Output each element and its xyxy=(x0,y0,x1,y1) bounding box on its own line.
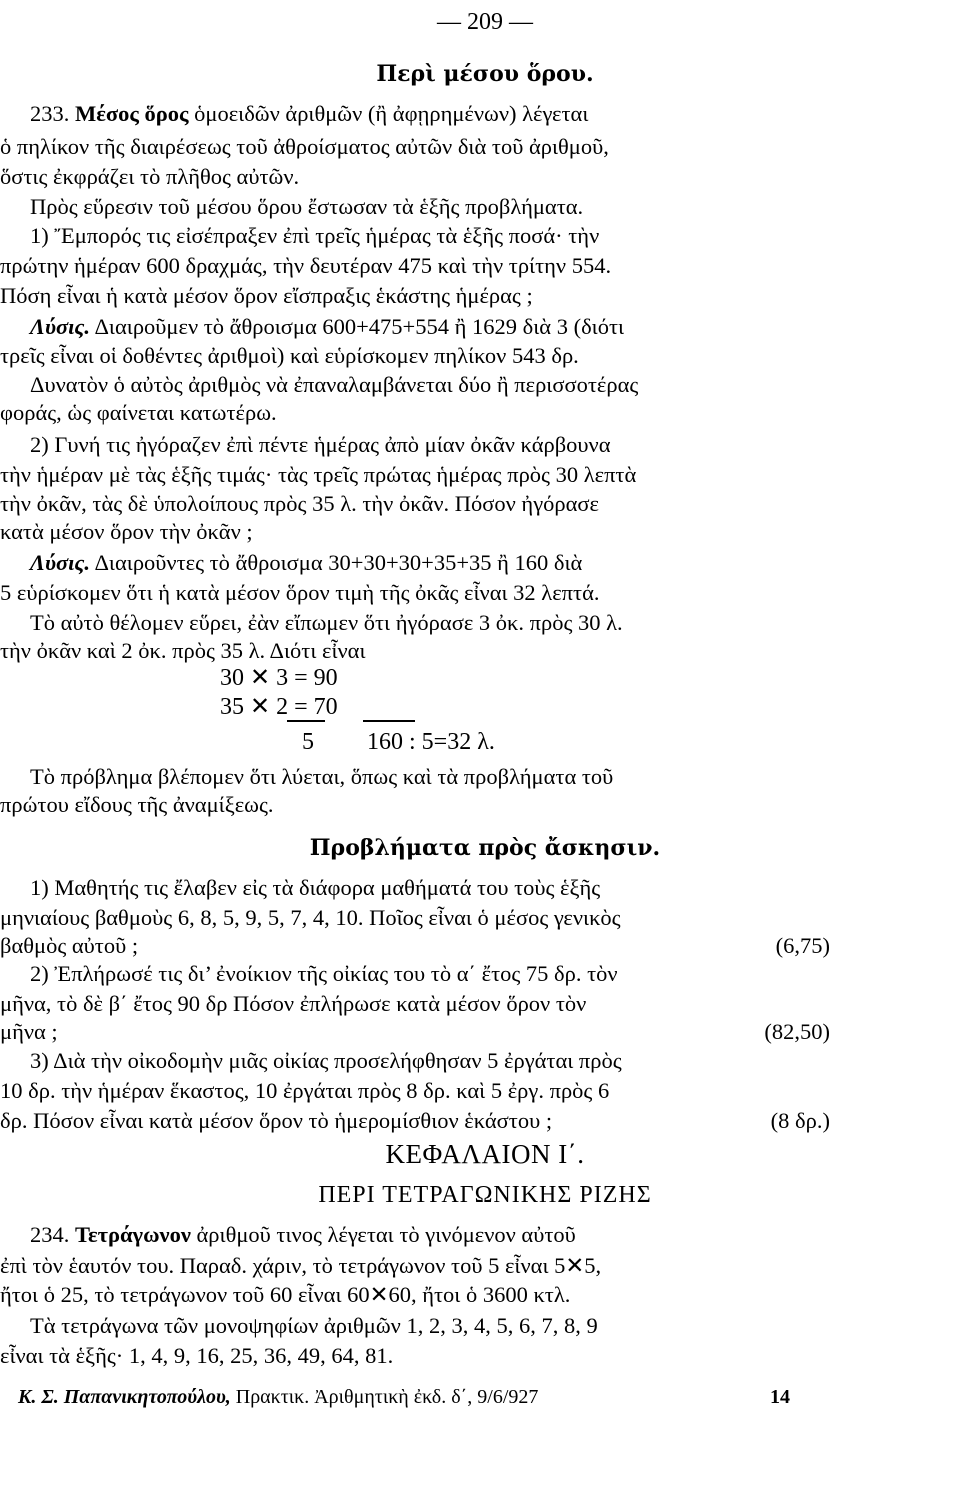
section-title-exercises: Προβλήματα πρὸς ἄσκησιν. xyxy=(309,835,661,861)
problem-1-line-5: τρεῖς εἶναι οἱ δοθέντες ἀριθμοὶ) καὶ εὑρίσκομεν πηλίκον 543 δρ. xyxy=(0,343,579,368)
footer-author: Κ. Σ. Παπανικητοπούλου, xyxy=(18,1386,231,1408)
calculation-line-3-right: 160 : 5=32 λ. xyxy=(367,729,495,755)
footer-signature-number: 14 xyxy=(770,1386,790,1408)
paragraph-233-line-3: ὅστις ἐκφράζει τὸ πλῆθος αὐτῶν. xyxy=(0,164,300,189)
exercise-3-answer: (8 δρ.) xyxy=(770,1108,830,1133)
problem-2-line-7: Τὸ αὐτὸ θέλομεν εὕρει, ἐὰν εἴπωμεν ὅτι ἠγόρασε 3 ὀκ. πρὸς 30 λ. xyxy=(30,610,623,635)
paragraph-234-line-2: ἐπὶ τὸν ἑαυτόν του. Παραδ. χάριν, τὸ τετράγωνον τοῦ 5 εἶναι 5✕5, xyxy=(0,1253,602,1278)
problem-1-solution-line: Λύσις. Διαιροῦμεν τὸ ἄθροισμα 600+475+554 ἢ 1629 διὰ 3 (διότι xyxy=(30,314,625,339)
exercise-1-answer: (6,75) xyxy=(775,933,830,958)
sum-rule-right xyxy=(363,720,415,722)
problem-2-line-2: τὴν ἡμέραν μὲ τὰς ἑξῆς τιμάς· τὰς τρεῖς πρώτας ἡμέρας πρὸς 30 λεπτὰ xyxy=(0,462,637,487)
calculation-line-3-left: 5 xyxy=(302,729,314,755)
exercise-3-line-2: 10 δρ. τὴν ἡμέραν ἕκαστος, 10 ἐργάται πρὸς 8 δρ. καὶ 5 ἐργ. πρὸς 6 xyxy=(0,1078,610,1103)
paragraph-number: 234. xyxy=(30,1222,70,1247)
calculation-line-1: 30 ✕ 3 = 90 xyxy=(220,665,338,691)
problem-2-line-10: πρώτου εἴδους τῆς ἀναμίξεως. xyxy=(0,792,274,817)
defined-term: Μέσος ὅρος xyxy=(75,101,189,126)
section-title-mean: Περὶ μέσου ὅρου. xyxy=(376,61,594,87)
paragraph-number: 233. xyxy=(30,101,70,126)
problem-2-line-6: 5 εὑρίσκομεν ὅτι ἡ κατὰ μέσον ὅρον τιμὴ τῆς ὀκᾶς εἶναι 32 λεπτά. xyxy=(0,580,600,605)
exercise-2-answer: (82,50) xyxy=(764,1019,830,1044)
exercise-1-line-2: μηνιαίους βαθμοὺς 6, 8, 5, 9, 5, 7, 4, 10. Ποῖος εἶναι ὁ μέσος γενικὸς xyxy=(0,905,621,930)
paragraph-234-line-4: Τὰ τετράγωνα τῶν μονοψηφίων ἀριθμῶν 1, 2, 3, 4, 5, 6, 7, 8, 9 xyxy=(30,1313,598,1338)
exercise-3-line-1: 3) Διὰ τὴν οἰκοδομὴν μιᾶς οἰκίας προσελήφθησαν 5 ἐργάται πρὸς xyxy=(30,1048,622,1073)
exercise-2-line-3: μῆνα ; xyxy=(0,1019,58,1044)
footer-book: Πρακτικ. Ἀριθμητικὴ ἐκδ. δ΄, 9/6/927 xyxy=(235,1386,539,1408)
exercise-1-line-1: 1) Μαθητής τις ἔλαβεν εἰς τὰ διάφορα μαθήματά του τοὺς ἑξῆς xyxy=(30,875,601,900)
problem-2-line-1: 2) Γυνή τις ἠγόραζεν ἐπὶ πέντε ἡμέρας ἀπὸ μίαν ὀκᾶν κάρβουνα xyxy=(30,432,611,457)
problem-2-line-8: τὴν ὀκᾶν καὶ 2 ὀκ. πρὸς 35 λ. Διότι εἶναι xyxy=(0,638,366,663)
page-number: — 209 — xyxy=(437,9,533,35)
solution-label: Λύσις. xyxy=(30,550,91,575)
paragraph-233-line-4: Πρὸς εὕρεσιν τοῦ μέσου ὅρου ἔστωσαν τὰ ἑξῆς προβλήματα. xyxy=(30,194,584,219)
problem-1-line-3: Πόση εἶναι ἡ κατὰ μέσον ὅρον εἴσπραξις ἑκάστης ἡμέρας ; xyxy=(0,283,533,308)
paragraph-233-line-2: ὁ πηλίκον τῆς διαιρέσεως τοῦ ἀθροίσματος αὐτῶν διὰ τοῦ ἀριθμοῦ, xyxy=(0,134,609,159)
problem-2-line-4: κατὰ μέσον ὅρον τὴν ὀκᾶν ; xyxy=(0,519,253,544)
paragraph-233-line-1: 233. Μέσος ὅρος ὁμοειδῶν ἀριθμῶν (ἢ ἀφῃρημένων) λέγεται xyxy=(30,101,589,126)
defined-term: Τετράγωνον xyxy=(75,1222,191,1247)
problem-1-line-7: φοράς, ὡς φαίνεται κατωτέρω. xyxy=(0,400,277,425)
problem-1-line-1: 1) Ἔμπορός τις εἰσέπραξεν ἐπὶ τρεῖς ἡμέρας τὰ ἑξῆς ποσά· τὴν xyxy=(30,223,600,248)
paragraph-234-line-1: 234. Τετράγωνον ἀριθμοῦ τινος λέγεται τὸ γινόμενον αὐτοῦ xyxy=(30,1222,576,1247)
problem-2-line-3: τὴν ὀκᾶν, τὰς δὲ ὑπολοίπους πρὸς 35 λ. τὴν ὀκᾶν. Πόσον ἠγόρασε xyxy=(0,491,599,516)
exercise-2-line-2: μῆνα, τὸ δὲ β΄ ἔτος 90 δρ Πόσον ἐπλήρωσε κατὰ μέσον ὅρον τὸν xyxy=(0,991,587,1016)
paragraph-234-line-3: ἤτοι ὁ 25, τὸ τετράγωνον τοῦ 60 εἶναι 60✕60, ἤτοι ὁ 3600 κτλ. xyxy=(0,1282,571,1307)
chapter-title: ΚΕΦΑΛΑΙΟΝ Ι΄. xyxy=(385,1139,585,1169)
exercise-2-line-1: 2) Ἐπλήρωσέ τις δι’ ἐνοίκιον τῆς οἰκίας του τὸ α΄ ἔτος 75 δρ. τὸν xyxy=(30,961,618,986)
chapter-subtitle: ΠΕΡΙ ΤΕΤΡΑΓΩΝΙΚΗΣ ΡΙΖΗΣ xyxy=(318,1182,652,1208)
calculation-line-2: 35 ✕ 2 = 70 xyxy=(220,694,338,720)
solution-label: Λύσις. xyxy=(30,314,91,339)
problem-1-line-2: πρώτην ἡμέραν 600 δραχμάς, τὴν δευτέραν 475 καὶ τὴν τρίτην 554. xyxy=(0,253,612,278)
footer-imprint xyxy=(18,1383,538,1411)
exercise-1-line-3: βαθμὸς αὐτοῦ ; xyxy=(0,933,139,958)
sum-rule-left xyxy=(287,720,325,722)
problem-2-line-9: Τὸ πρόβλημα βλέπομεν ὅτι λύεται, ὅπως καὶ τὰ προβλήματα τοῦ xyxy=(30,764,614,789)
problem-2-solution-line: Λύσις. Διαιροῦντες τὸ ἄθροισμα 30+30+30+35+35 ἢ 160 διὰ xyxy=(30,550,583,575)
problem-1-line-6: Δυνατὸν ὁ αὐτὸς ἀριθμὸς νὰ ἐπαναλαμβάνεται δύο ἢ περισσοτέρας xyxy=(30,372,639,397)
exercise-3-line-3: δρ. Πόσον εἶναι κατὰ μέσον ὅρον τὸ ἡμερομίσθιον ἑκάστου ; xyxy=(0,1108,553,1133)
paragraph-234-line-5: εἶναι τὰ ἑξῆς· 1, 4, 9, 16, 25, 36, 49, 64, 81. xyxy=(0,1343,394,1368)
